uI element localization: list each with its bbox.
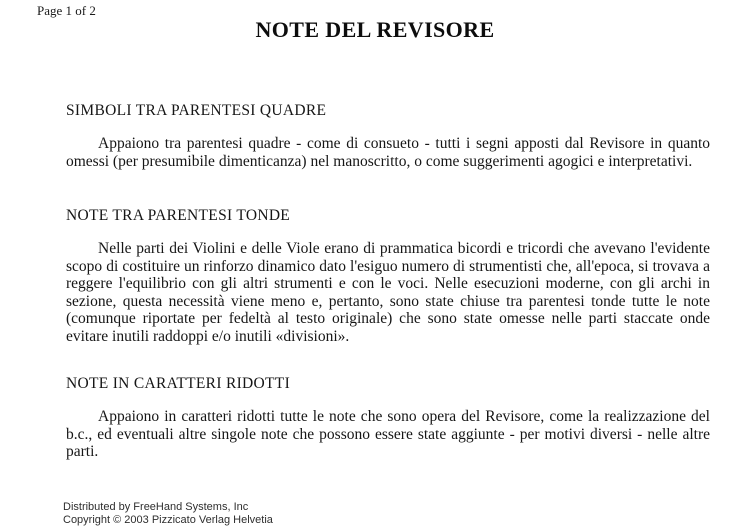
section-note-tra-parentesi-tonde <box>66 207 710 345</box>
section-heading: SIMBOLI TRA PARENTESI QUADRE <box>66 102 327 119</box>
footer-distributor-line: Distributed by FreeHand Systems, Inc <box>63 501 249 513</box>
section-heading: NOTE IN CARATTERI RIDOTTI <box>66 375 291 392</box>
section-note-in-caratteri-ridotti <box>66 375 710 461</box>
section-paragraph: Appaiono tra parentesi quadre - come di consueto - tutti i segni apposti dal Revisore in quanto omessi (per presumibile dimenticanza) nel manoscritto, o come suggerimenti agogici e interpretativi. <box>66 135 710 170</box>
page-number-label: Page 1 of 2 <box>37 3 96 18</box>
section-paragraph: Nelle parti dei Violini e delle Viole erano di prammatica bicordi e tricordi che avevano l'evidente scopo di costituire un rinforzo dinamico dato l'esiguo numero di strumentisti che, all'epoca, si trovava a reggere l'equilibrio con gli altri strumenti e con le voci. Nelle esecuzioni moderne, con gli archi in sezione, questa necessità viene meno e, pertanto, sono state chiuse tra parentesi tonde tutte le note (comunque riportate per fedeltà al testo originale) che sono state omesse nelle parti staccate onde evitare inutili raddoppi e/o inutili «divisioni». <box>66 240 710 345</box>
footer-copyright-line: Copyright © 2003 Pizzicato Verlag Helvetia <box>63 513 273 526</box>
section-paragraph: Appaiono in caratteri ridotti tutte le note che sono opera del Revisore, come la realizzazione del b.c., ed eventuali altre singole note che possono essere state aggiunte - per motivi diversi - nelle altre parti. <box>66 408 710 460</box>
section-heading: NOTE TRA PARENTESI TONDE <box>66 207 291 224</box>
section-simboli-tra-parentesi-quadre <box>66 102 710 170</box>
document-title: NOTE DEL REVISORE <box>255 17 495 42</box>
footer <box>63 501 273 526</box>
